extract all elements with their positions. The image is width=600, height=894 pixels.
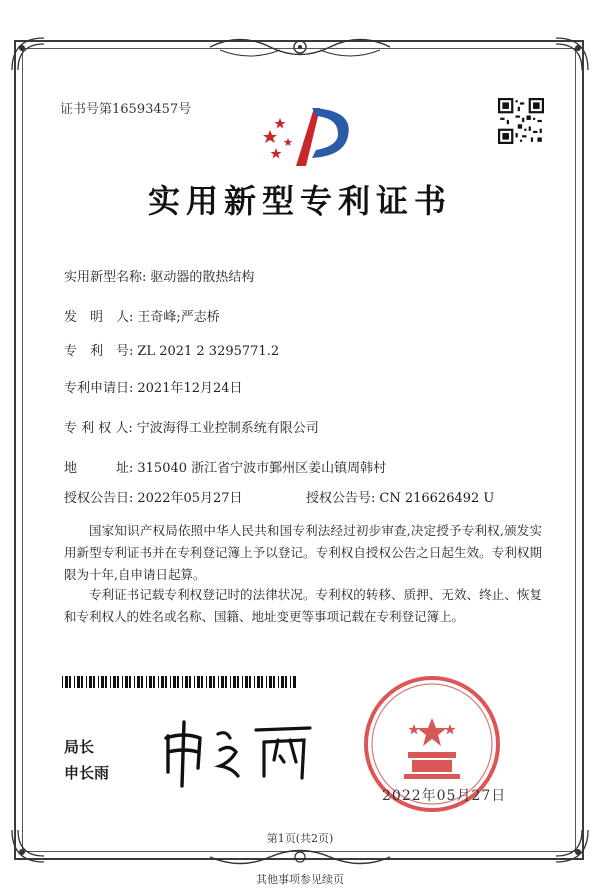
field-label: 地 址:	[64, 461, 134, 476]
cnipa-logo-icon	[256, 96, 356, 178]
field-label: 授权公告号:	[306, 491, 376, 506]
field-patent-number	[64, 340, 279, 359]
field-label: 专 利 号:	[64, 344, 134, 359]
page-number: 第1页(共2页)	[266, 832, 334, 845]
field-value: 王奇峰;严志桥	[137, 310, 220, 325]
director-signature	[160, 716, 320, 790]
footer-note: 其他事项参见续页	[256, 873, 344, 886]
field-value: 315040 浙江省宁波市鄞州区姜山镇周韩村	[137, 461, 387, 476]
field-utility-model-name	[64, 266, 254, 285]
field-label: 专 利 权 人:	[64, 421, 133, 436]
field-value: 2022年05月27日	[137, 491, 243, 506]
body-paragraph-2: 专利证书记载专利权登记时的法律状况。专利权的转移、质押、无效、终止、恢复和专利权人的姓名或名称、国籍、地址变更等事项记载在专利登记簿上。	[64, 587, 542, 624]
corner-ornament-tr	[552, 34, 592, 74]
stamp-date: 2022年05月27日	[382, 788, 507, 804]
field-value: 驱动器的散热结构	[150, 270, 255, 285]
qr-code-icon[interactable]	[498, 98, 544, 144]
bottom-ornament	[200, 842, 400, 872]
field-label: 发 明 人:	[64, 310, 134, 325]
field-value: 宁波海得工业控制系统有限公司	[136, 421, 319, 436]
barcode-icon	[62, 676, 298, 688]
director-title: 局长	[64, 738, 95, 756]
certificate-title: 实用新型专利证书	[147, 182, 452, 220]
director-name: 申长雨	[64, 764, 110, 782]
field-filing-date	[64, 377, 243, 396]
field-value: CN 216626492 U	[379, 491, 495, 506]
field-grant-date	[64, 487, 243, 506]
field-label: 实用新型名称:	[64, 270, 147, 285]
field-publication-number	[306, 487, 494, 506]
field-label: 专利申请日:	[64, 381, 134, 396]
field-value: 2021年12月24日	[137, 381, 243, 396]
field-value: ZL 2021 2 3295771.2	[137, 344, 280, 359]
field-patentee	[64, 417, 319, 436]
field-address	[64, 457, 386, 476]
field-inventor	[64, 306, 220, 325]
field-label: 授权公告日:	[64, 491, 134, 506]
corner-ornament-tl	[8, 34, 48, 74]
top-ornament	[200, 30, 400, 64]
certificate-number: 证书号第16593457号	[60, 102, 192, 117]
body-paragraph-1: 国家知识产权局依照中华人民共和国专利法经过初步审查,决定授予专利权,颁发实用新型专利证书并在专利登记簿上予以登记。专利权自授权公告之日起生效。专利权期限为十年,自申请日起算。	[64, 523, 542, 582]
